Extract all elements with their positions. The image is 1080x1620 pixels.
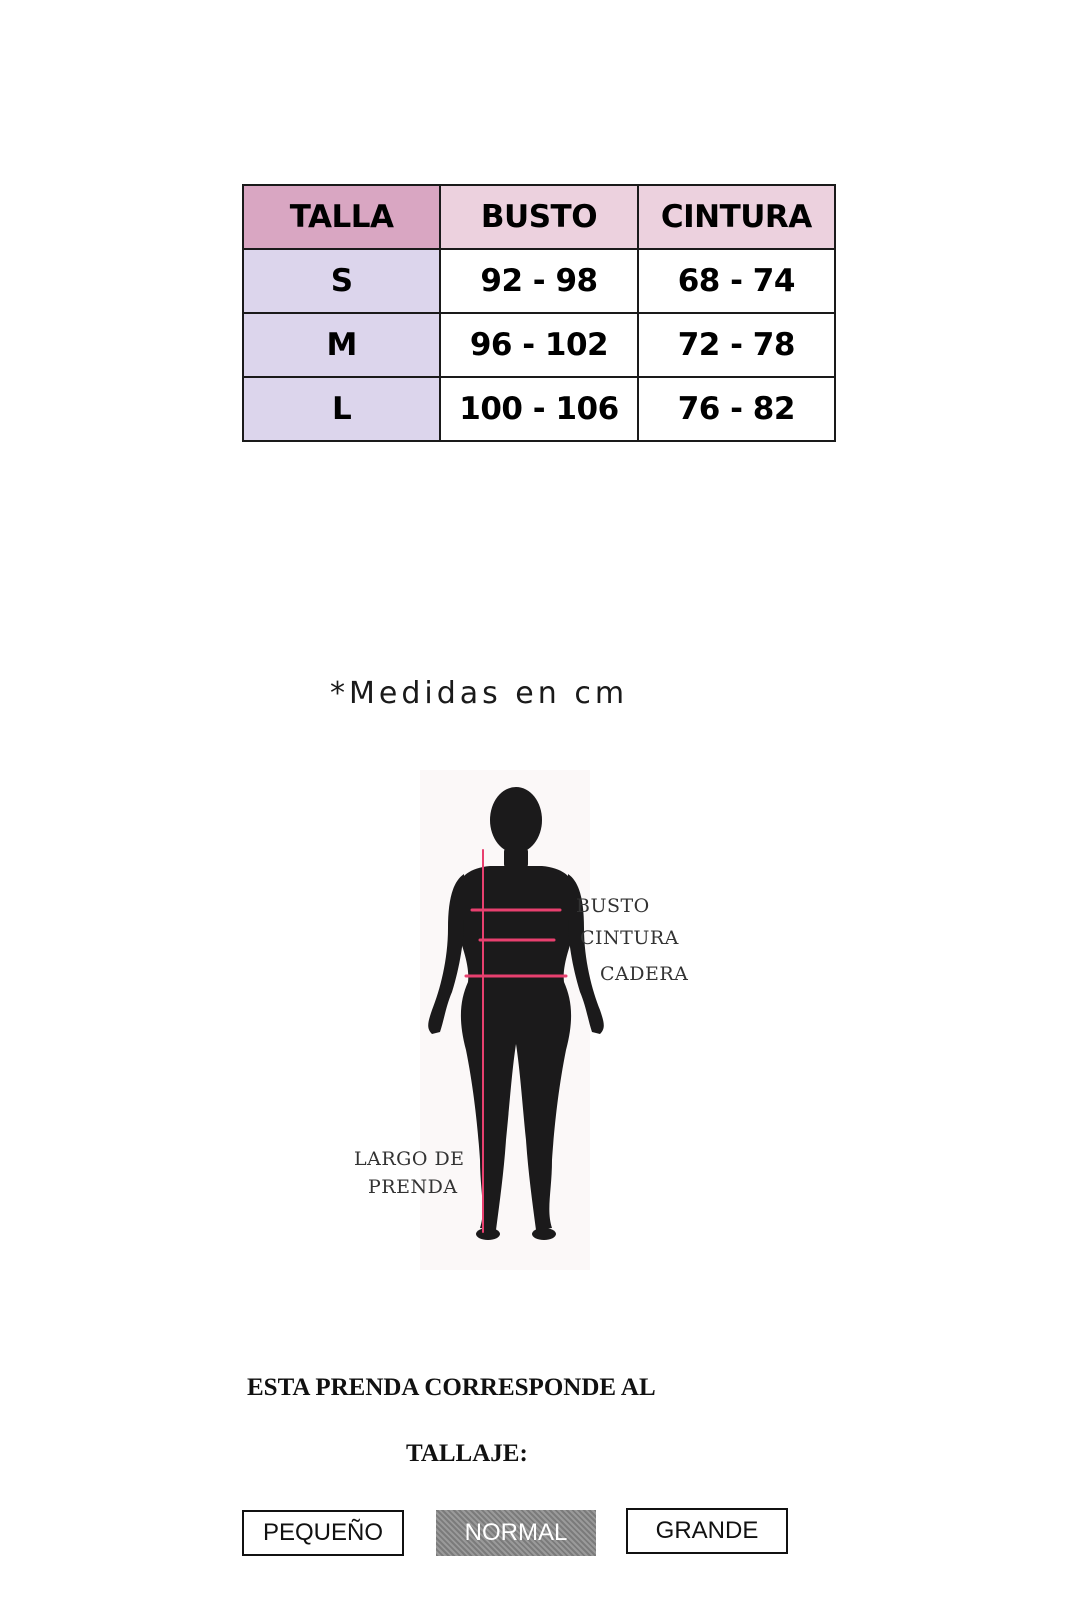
fit-subtitle: TALLAJE: bbox=[406, 1440, 528, 1467]
header-talla: TALLA bbox=[243, 185, 440, 249]
size-cell: S bbox=[243, 249, 440, 313]
cintura-cell: 68 - 74 bbox=[638, 249, 835, 313]
busto-cell: 96 - 102 bbox=[440, 313, 637, 377]
units-note: *Medidas en cm bbox=[330, 676, 629, 711]
table-row bbox=[243, 249, 835, 313]
header-cintura: CINTURA bbox=[638, 185, 835, 249]
header-busto: BUSTO bbox=[440, 185, 637, 249]
label-cadera: CADERA bbox=[600, 963, 689, 985]
fit-option-grande: GRANDE bbox=[626, 1508, 788, 1554]
label-busto: BUSTO bbox=[576, 895, 650, 917]
size-table bbox=[242, 184, 836, 442]
body-measurement-figure bbox=[340, 770, 710, 1290]
busto-cell: 92 - 98 bbox=[440, 249, 637, 313]
busto-cell: 100 - 106 bbox=[440, 377, 637, 441]
label-largo-line2: PRENDA bbox=[368, 1176, 458, 1198]
fit-title: ESTA PRENDA CORRESPONDE AL bbox=[247, 1374, 656, 1401]
fit-option-normal: NORMAL bbox=[436, 1510, 596, 1556]
table-row bbox=[243, 377, 835, 441]
label-cintura: CINTURA bbox=[580, 927, 679, 949]
label-largo-line1: LARGO DE bbox=[354, 1148, 465, 1170]
table-row bbox=[243, 313, 835, 377]
size-cell: L bbox=[243, 377, 440, 441]
cintura-cell: 76 - 82 bbox=[638, 377, 835, 441]
size-table-header-row bbox=[243, 185, 835, 249]
fit-option-pequeno: PEQUEÑO bbox=[242, 1510, 404, 1556]
woman-silhouette-icon bbox=[340, 770, 710, 1290]
size-cell: M bbox=[243, 313, 440, 377]
cintura-cell: 72 - 78 bbox=[638, 313, 835, 377]
